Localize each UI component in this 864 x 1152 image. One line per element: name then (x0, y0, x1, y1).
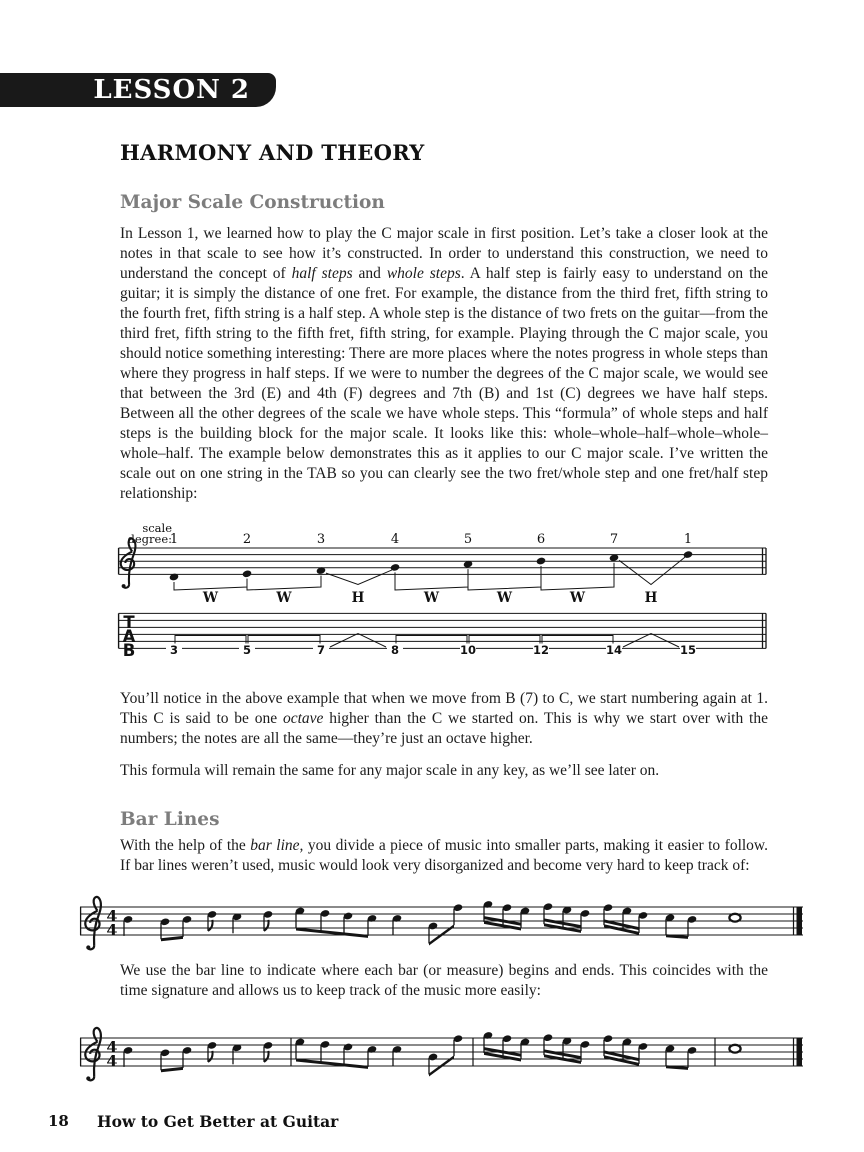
svg-text:W: W (423, 590, 440, 606)
svg-text:2: 2 (242, 532, 252, 547)
svg-text:14: 14 (605, 643, 623, 657)
treble-clef-icon (85, 897, 101, 950)
paragraph-measures: We use the bar line to indicate where each bar (or measure) begins and ends. This coincides with the time signature and allows us to keep track of the music more easily: (120, 962, 768, 999)
svg-text:6: 6 (536, 532, 546, 547)
svg-text:8: 8 (390, 643, 400, 657)
music-example-no-barlines (75, 884, 815, 964)
svg-text:3: 3 (316, 532, 326, 547)
svg-text:W: W (569, 590, 586, 606)
paragraph-octave: You’ll notice in the above example that when we move from B (7) to C, we start numbering again at 1. This C is said to be one octave higher than the C we started on. This is why we start over with the numbers; the notes are all the same—they’re just an octave higher. (120, 690, 768, 747)
scale-example-notation (108, 512, 780, 662)
svg-text:4: 4 (106, 920, 118, 940)
svg-text:4: 4 (106, 906, 118, 926)
svg-text:A: A (122, 627, 136, 646)
svg-text:1: 1 (683, 532, 693, 547)
svg-text:H: H (644, 590, 658, 606)
svg-text:W: W (496, 590, 513, 606)
svg-text:5: 5 (463, 532, 473, 547)
svg-text:10: 10 (459, 643, 477, 657)
svg-text:1: 1 (169, 532, 179, 547)
lesson-banner-label: LESSON 2 (93, 75, 250, 105)
paragraph-bar-lines: With the help of the bar line, you divide a piece of music into smaller parts, making it easier to follow. If bar lines weren’t used, music would look very disorganized and become very hard to keep track of: (120, 837, 768, 874)
svg-text:12: 12 (532, 643, 550, 657)
svg-text:W: W (276, 590, 292, 606)
svg-text:4: 4 (106, 1051, 118, 1071)
page-title: HARMONY AND THEORY (120, 140, 425, 165)
svg-text:7: 7 (316, 643, 326, 657)
music-example-with-barlines (75, 1015, 815, 1095)
paragraph-formula: This formula will remain the same for any major scale in any key, as we’ll see later on. (120, 762, 660, 779)
treble-clef-icon (85, 1028, 101, 1081)
svg-text:4: 4 (106, 1037, 118, 1057)
svg-text:degree:: degree: (127, 532, 172, 546)
section-heading-bar-lines: Bar Lines (120, 809, 220, 830)
svg-text:7: 7 (609, 532, 619, 547)
footer-page-number: 18 (48, 1112, 69, 1130)
svg-text:T: T (123, 613, 135, 632)
lesson-banner (0, 73, 276, 107)
svg-text:4: 4 (390, 532, 400, 547)
svg-text:5: 5 (242, 643, 252, 657)
svg-text:15: 15 (679, 643, 697, 657)
svg-text:H: H (351, 590, 365, 606)
section-heading-major-scale: Major Scale Construction (120, 192, 385, 213)
svg-text:W: W (202, 590, 219, 606)
paragraph-intro: In Lesson 1, we learned how to play the C major scale in first position. Let’s take a closer look at the notes in that scale to see how it’s constructed. In order to understand this construction, we need to understand the concept of half steps and whole steps. A half step is fairly easy to understand on the guitar; it is simply the distance of one fret. For example, the distance from the third fret, fifth string to the fourth fret, fifth string is a half step. A whole step is the distance of two frets on the guitar—from the third fret, fifth string to the fifth fret, fifth string, for example. Playing through the C major scale, you should notice something interesting: There are more places where the notes progress in whole steps than where they progress in half steps. If we were to number the degrees of the C major scale, we would see that between the 3rd (E) and 4th (F) degrees and 7th (B) and 1st (C) degrees we have half steps. Between all the other degrees of the scale we have whole steps. This “formula” of whole steps and half steps is the building block for the major scale. It looks like this: whole–whole–half–whole–whole–whole–half. The example below demonstrates this as it applies to our C major scale. I’ve written the scale out on one string in the TAB so you can clearly see the two fret/whole step and one fret/half step relationship: (120, 225, 769, 502)
svg-text:3: 3 (169, 643, 179, 657)
svg-text:scale: scale (142, 521, 172, 535)
footer-book-title: How to Get Better at Guitar (97, 1112, 339, 1131)
svg-text:B: B (122, 641, 136, 660)
